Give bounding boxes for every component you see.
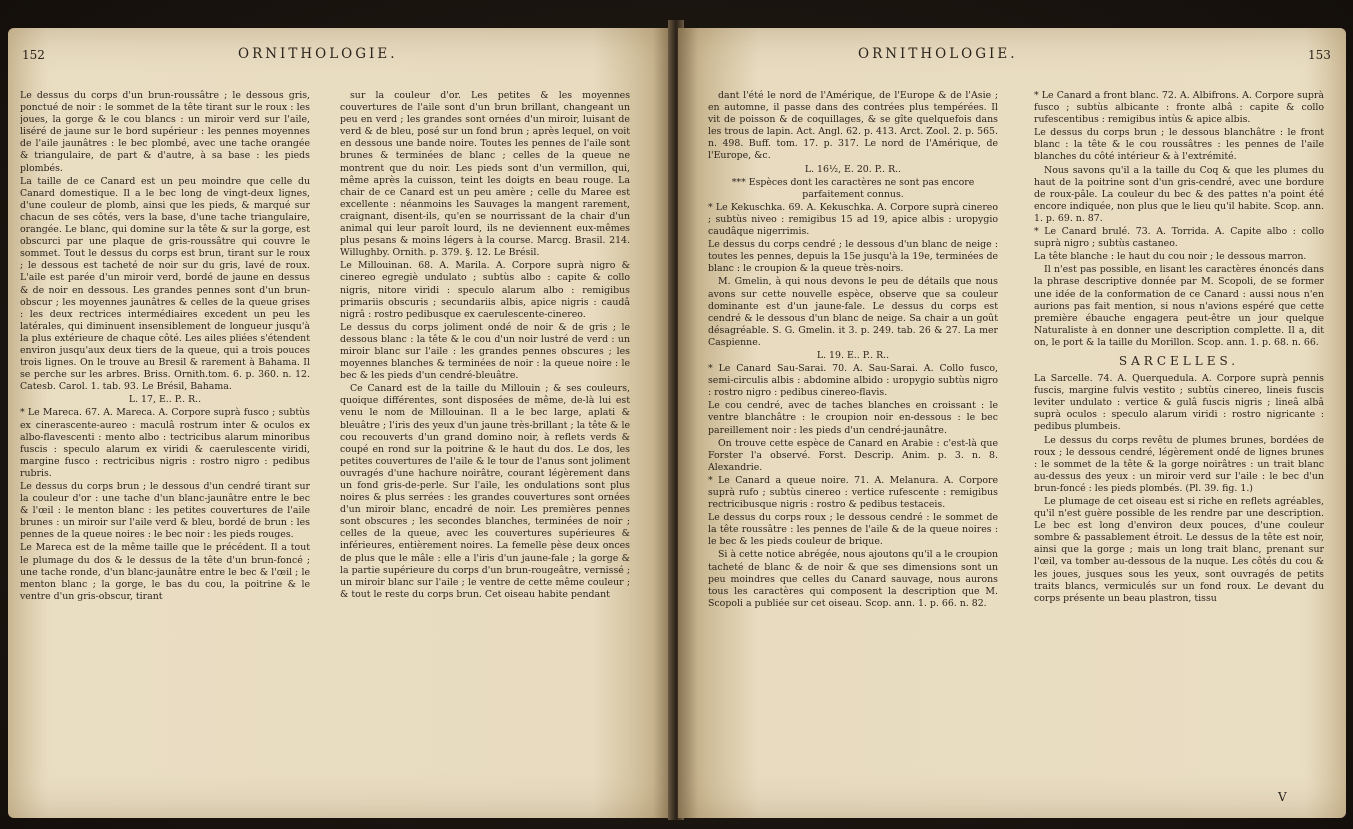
text-paragraph: L. 16½, E. 20. P.. R.. — [804, 163, 902, 175]
text-paragraph: Le Mareca est de la même taille que le précédent. Il a tout le plumage du dos & le dessus de la tête d'un brun-foncé ; une tache ronde, d'un blanc-jaunâtre entre le bec & l'œil ; le menton blanc ; la gorge, le bas du cou, la poitrine & le ventre d'un gris-obscur, tirant — [20, 542, 310, 602]
right-page — [678, 28, 1346, 818]
text-paragraph: La Sarcelle. 74. A. Querquedula. A. Corpore suprà pennis fuscis, margine fulvis vestito ; subtùs cinereo, lineis fuscis leviter undulato : vertice & gulâ fuscis nigris ; lineâ albâ suprà oculos : speculo alarum viridi : rostro nigricante : pedibus plumbeis. — [1034, 373, 1324, 433]
right-column-1 — [708, 90, 998, 810]
text-paragraph: Nous savons qu'il a la taille du Coq & que les plumes du haut de la poitrine sont d'un gris-cendré, avec une bordure de roux-pâle. La couleur du bec & des pattes n'a point été encore indiquée, non plus que le lieu qu'il habite. Scop. ann. 1. p. 69. n. 87. — [1034, 164, 1324, 224]
left-column-1 — [20, 90, 310, 810]
text-paragraph: * Le Canard a queue noire. 71. A. Melanura. A. Corpore suprà rufo ; subtùs cinereo : vertice rufescente : remigibus rectricibusque nigris : rostro & pedibus testaceis. — [708, 474, 998, 511]
text-paragraph: Le dessus du corps roux ; le dessous cendré : le sommet de la tête roussâtre : les pennes de l'aile & de la queue noires : le bec & les pieds couleur de brique. — [708, 512, 998, 548]
signature-mark: V — [1278, 790, 1287, 804]
left-page — [8, 28, 673, 818]
text-paragraph: La taille de ce Canard est un peu moindre que celle du Canard domestique. Il a le bec long de vingt-deux lignes, d'une couleur de plomb, ainsi que les pieds, & marqué sur chacun de ses côtés, vers la base, d'une tache triangulaire, orangée. Le blanc, qui domine sur la tête & sur la gorge, est obscurci par une plaque de gris-roussâtre qui couvre le sommet. Tout le dessus du corps est brun, tirant sur le roux ; le dessous est tacheté de noir sur du gris, lavé de roux. L'aile est parée d'un miroir verd, bordé de jaune en dessus & de noir en dessous. Les grandes pennes sont d'un brun-obscur ; les moyennes jaunâtres & celles de la queue grises : les deux rectrices intermédiaires excedent un peu les latérales, qui diminuent insensiblement de longueur jusqu'à la plus extérieure de chaque côté. Les ailes pliées s'étendent environ jusqu'aux deux tiers de la queue, qui a trois pouces trois lignes. On le trouve au Bresil & rarement à Bahama. Il se perche sur les arbres. Briss. Ornith.tom. 6. p. 360. n. 12. Catesb. Carol. 1. tab. 93. Le Brésil, Bahama. — [20, 175, 310, 393]
left-running-header: ORNITHOLOGIE. — [238, 46, 398, 62]
text-paragraph: Le dessus du corps brun ; le dessous d'un cendré tirant sur la couleur d'or : une tache d'un blanc-jaunâtre entre le bec & l'œil : le menton blanc : les petites couvertures de l'aile brunes : un miroir sur l'aile verd & bleu, bordé de brun : les pennes de la queue noires : le bec noir : les pieds rouges. — [20, 481, 310, 541]
text-paragraph: * Le Kekuschka. 69. A. Kekuschka. A. Corpore suprà cinereo ; subtùs niveo : remigibus 15 ad 19, apice albis : uropygio caudâque nigerrimis. — [708, 201, 998, 238]
text-paragraph: * Le Mareca. 67. A. Mareca. A. Corpore suprà fusco ; subtùs ex cinerascente-aureo : maculâ rostrum inter & oculos ex albo-flavescenti : mento albo : tectricibus alarum minoribus fuscis : speculo alarum ex viridi & caerulescente viridi, margine fusco : rectricibus nigris : rostro nigro : pedibus rubris. — [20, 407, 310, 479]
text-paragraph: Si à cette notice abrégée, nous ajoutons qu'il a le croupion tacheté de blanc & de noir & que ses dimensions sont un peu moindres que celles du Canard sauvage, nous aurons tous les caractères qui composent la description que M. Scopoli a publiée sur cet oiseau. Scop. ann. 1. p. 66. n. 82. — [708, 549, 998, 609]
text-paragraph: Le dessus du corps cendré ; le dessous d'un blanc de neige : toutes les pennes, depuis la 15e jusqu'à la 19e, terminées de blanc : le croupion & la queue très-noirs. — [708, 239, 998, 275]
left-page-number: 152 — [22, 48, 45, 62]
text-paragraph: Le plumage de cet oiseau est si riche en reflets agréables, qu'il n'est guère possible de les rendre par une description. Le bec est long d'environ deux pouces, d'une couleur sombre & passablement étroit. Le dessus de la tête est noir, ainsi que la gorge ; mais un long trait blanc, prenant sur l'œil, va tomber au-dessous de la nuque. Les côtés du cou & les joues, jusques sous les yeux, sont ouvragés de petits traits blancs, vermiculés sur un fond roux. Le devant du corps présente un beau plastron, tissu — [1034, 496, 1324, 604]
text-paragraph: Ce Canard est de la taille du Millouin ; & ses couleurs, quoique différentes, sont disposées de même, de-là lui est venu le nom de Millouinan. Il a le bec large, aplati & bleuâtre ; l'iris des yeux d'un jaune très-brillant ; la tête & le cou recouverts d'un grand domino noir, à reflets verds & coupé en rond sur la poitrine & le haut du dos. Le dos, les petites couvertures de l'aile & le tour de l'anus sont joliment ouvragés d'une hachure noirâtre, courant légèrement dans un fond gris-de-perle. Sur l'aile, les ondulations sont plus noires & plus serrées : les grandes couvertures sont ornées d'un miroir blanc, encadré de noir. Les premières pennes sont obscures ; les secondes blanches, terminées de noir ; celles de la queue, avec les couvertures supérieures & inférieures, entièrement noires. La femelle pèse deux onces de plus que le mâle : elle a l'iris d'un jaune-fale ; la gorge & la partie supérieure du corps d'un brun-rougeâtre, vernissé ; un miroir blanc sur l'aile ; le ventre de cette même couleur ; & tout le reste du corps brun. Cet oiseau habite pendant — [340, 383, 630, 600]
text-paragraph: Le dessus du corps brun ; le dessous blanchâtre : le front blanc : la tête & le cou roussâtres : les pennes de l'aile blanches du côté intérieur & à l'extrémité. — [1034, 127, 1324, 163]
text-paragraph: Le Millouinan. 68. A. Marila. A. Corpore suprà nigro & cinereo egregiè undulato ; subtùs albo : capite & collo nigris, nitore viridi : speculo alarum albo : remigibus primariis obscuris ; secundariis albis, apice nigris : caudâ nigrâ : rostro pedibusque ex caerulescente-cinereo. — [340, 260, 630, 320]
right-running-header: ORNITHOLOGIE. — [858, 46, 1018, 62]
left-column-2 — [340, 90, 630, 810]
section-title: SARCELLES. — [1118, 353, 1240, 368]
text-paragraph: dant l'été le nord de l'Amérique, de l'Europe & de l'Asie ; en automne, il passe dans des contrées plus tempérées. Il vit de poisson & de coquillages, & se gîte quelquefois dans les trous de lapin. Act. Angl. 62. p. 413. Arct. Zool. 2. p. 565. n. 498. Buff. tom. 17. p. 317. Le nord de l'Amérique, de l'Europe, &c. — [708, 90, 998, 162]
text-paragraph: M. Gmelin, à qui nous devons le peu de détails que nous avons sur cette nouvelle espèce, observe que sa couleur dominante est d'un jaune-fale. Le dessus du corps est cendré & le dessous d'un blanc de neige. Sa chair a un goût désagréable. S. G. Gmelin. it 3. p. 249. tab. 26 & 27. La mer Caspienne. — [708, 276, 998, 348]
text-paragraph: *** Espèces dont les caractères ne sont pas encore parfaitement connus. — [731, 176, 975, 200]
text-paragraph: Le dessus du corps d'un brun-roussâtre ; le dessous gris, ponctué de noir : le sommet de la tête tirant sur le roux : les joues, la gorge & le cou blancs : un miroir verd sur l'aile, liséré de jaune sur le bord supérieur : les pennes moyennes de l'aile jaunâtres : le bec plombé, avec une tache orangée & triangulaire, de part & d'autre, à sa base : les pieds plombés. — [20, 90, 310, 174]
text-paragraph: Le dessus du corps revêtu de plumes brunes, bordées de roux ; le dessous cendré, légèrement ondé de lignes brunes : le sommet de la tête & la gorge noirâtres : un trait blanc au-dessus des yeux : un miroir verd sur l'aile : le bec d'un brun-foncé : les pieds plombés. (Pl. 39. fig. 1.) — [1034, 434, 1324, 494]
text-paragraph: Il n'est pas possible, en lisant les caractères énoncés dans la phrase descriptive donnée par M. Scopoli, de se former une idée de la conformation de ce Canard : aussi nous n'en aurions pas fait mention, si nous n'avions espéré que cette première ébauche engagera peut-être un jour quelque Naturaliste à en donner une description complette. Il a, dit on, le port & la taille du Morillon. Scop. ann. 1. p. 68. n. 66. — [1034, 264, 1324, 348]
text-paragraph: On trouve cette espèce de Canard en Arabie : c'est-là que Forster l'a observé. Forst. Descrip. Anim. p. 3. n. 8. Alexandrie. — [708, 437, 998, 473]
text-paragraph: Le dessus du corps joliment ondé de noir & de gris ; le dessous blanc : la tête & le cou d'un noir lustré de verd : un miroir blanc sur l'aile : les grandes pennes obscures ; les moyennes blanches & terminées de noir : la queue noire : le bec & les pieds d'un cendré-bleuâtre. — [340, 321, 630, 382]
right-page-number: 153 — [1308, 48, 1331, 62]
text-paragraph: * Le Canard Sau-Sarai. 70. A. Sau-Sarai. A. Collo fusco, semi-circulis albis : abdomine albido : uropygio subtùs nigro : rostro nigro : pedibus cinereo-flavis. — [708, 363, 998, 399]
text-paragraph: Le cou cendré, avec de taches blanches en croissant : le ventre blanchâtre : le croupion noir en-dessous : le bec pareillement noir : les pieds d'un cendré-jaunâtre. — [708, 400, 998, 436]
text-paragraph: sur la couleur d'or. Les petites & les moyennes couvertures de l'aile sont d'un brun brillant, changeant un peu en verd ; les grandes sont ornées d'un miroir, luisant de verd & de bleu, posé sur un fond brun ; après lequel, on voit en dessous une bande noire. Toutes les pennes de l'aile sont brunes & terminées de blanc ; celles de la queue ne montrent que du noir. Les pieds sont d'un vermillon, qui, même après la cuisson, teint les doigts en beau rouge. La chair de ce Canard est un peu amère ; celle du Maree est excellente : néanmoins les Sauvages la mangent rarement, craignant, disent-ils, qu'en se nourrissant de la chair d'un animal qui leur paroît lourd, ils ne deviennent eux-mêmes plus pesans & moins légers à la course. Marcg. Brasil. 214. Willughby. Ornith. p. 379. §. 12. Le Brésil. — [340, 90, 630, 259]
text-paragraph: La tête blanche : le haut du cou noir ; le dessous marron. — [1034, 251, 1307, 263]
text-paragraph: * Le Canard a front blanc. 72. A. Albifrons. A. Corpore suprà fusco ; subtùs albicante : fronte albâ : capite & collo rufescentibus : remigibus intùs & apice albis. — [1034, 90, 1324, 126]
text-paragraph: * Le Canard brulé. 73. A. Torrida. A. Capite albo : collo suprà nigro ; subtùs castaneo. — [1034, 226, 1324, 250]
text-paragraph: L. 19. E.. P.. R.. — [816, 349, 890, 361]
right-column-2 — [1034, 90, 1324, 810]
text-paragraph: L. 17, E.. P.. R.. — [128, 394, 202, 406]
